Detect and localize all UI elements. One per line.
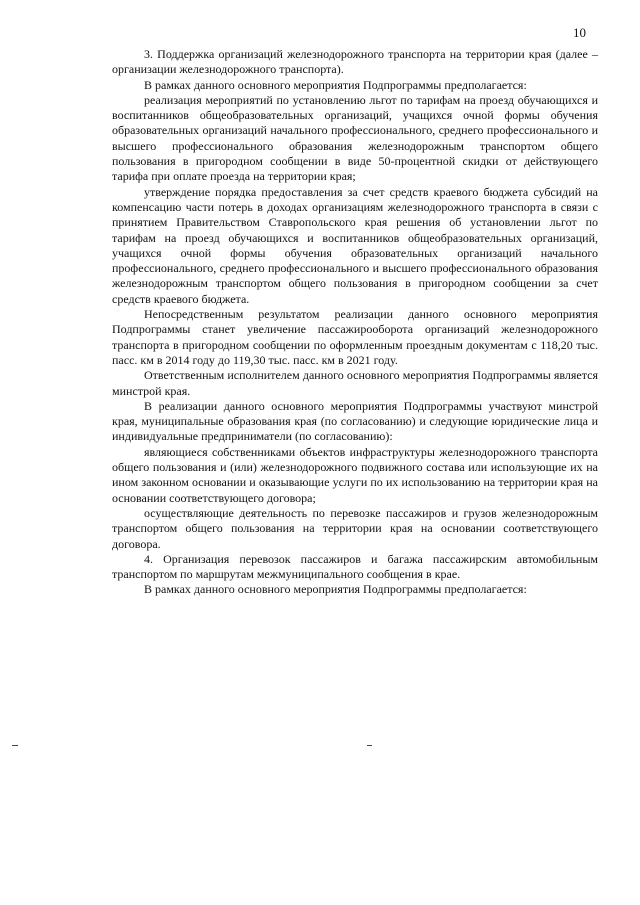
scan-mark-left <box>12 745 18 746</box>
paragraph-section-4-intro: В рамках данного основного мероприятия Подпрограммы предполагается: <box>144 582 527 597</box>
paragraph-subsidy-procedure: утверждение порядка предоставления за счет средств краевого бюджета субсидий на компенсацию части потерь в доходах организациям железнодорожного транспорта в связи с принятием Правительством Ставропольского края решения об установлении льгот по тарифам на проезд обучающихся и воспитанников общеобразовательных организаций, учащихся очной формы обучения образовательных организаций начального профессионального, среднего профессионального и высшего профессионального образования железнодорожным транспортом общего пользования в пригородном сообщении за счет средств краевого бюджета. <box>112 184 598 306</box>
paragraph-transport-operators: осуществляющие деятельность по перевозке пассажиров и грузов железнодорожным транспортом общего пользования на территории края на основании соответствующего договора. <box>112 505 598 551</box>
paragraph-section-3-intro: В рамках данного основного мероприятия Подпрограммы предполагается: <box>144 77 527 92</box>
paragraph-participants: В реализации данного основного мероприятия Подпрограммы участвуют минстрой края, муниципальные образования края (по согласованию) и следующие юридические лица и индивидуальные предприниматели (по согласованию): <box>112 398 598 444</box>
paragraph-expected-result: Непосредственным результатом реализации данного основного мероприятия Подпрограммы станет увеличение пассажирооборота организаций железнодорожного транспорта в пригородном сообщении по оформленным проездным документам с 118,20 тыс. пасс. км в 2014 году до 119,30 тыс. пасс. км в 2021 году. <box>112 307 598 367</box>
paragraph-section-4-heading: 4. Организация перевозок пассажиров и багажа пассажирским автомобильным транспортом по маршрутам межмуниципального сообщения в крае. <box>112 551 598 582</box>
page-number: 10 <box>573 25 586 40</box>
paragraph-section-3-heading: 3. Поддержка организаций железнодорожного транспорта на территории края (далее – организации железнодорожного транспорта). <box>112 47 598 77</box>
paragraph-responsible-executor: Ответственным исполнителем данного основного мероприятия Подпрограммы является минстрой края. <box>112 368 598 398</box>
paragraph-infrastructure-owners: являющиеся собственниками объектов инфраструктуры железнодорожного транспорта общего пользования и (или) железнодорожного подвижного состава или использующие их на ином законном основании и оказывающие услуги по их использованию на территории края на основании соответствующего договора; <box>112 444 598 505</box>
document-body <box>112 47 598 598</box>
scan-mark-center <box>367 745 372 746</box>
paragraph-fare-benefits: реализация мероприятий по установлению льгот по тарифам на проезд обучающихся и воспитанников общеобразовательных организаций, учащихся очной формы обучения образовательных организаций начального профессионального, среднего профессионального и высшего профессионального образования железнодорожным транспортом общего пользования в пригородном сообщении в виде 50-процентной скидки от действующего тарифа при оплате проезда на территории края; <box>112 92 598 184</box>
